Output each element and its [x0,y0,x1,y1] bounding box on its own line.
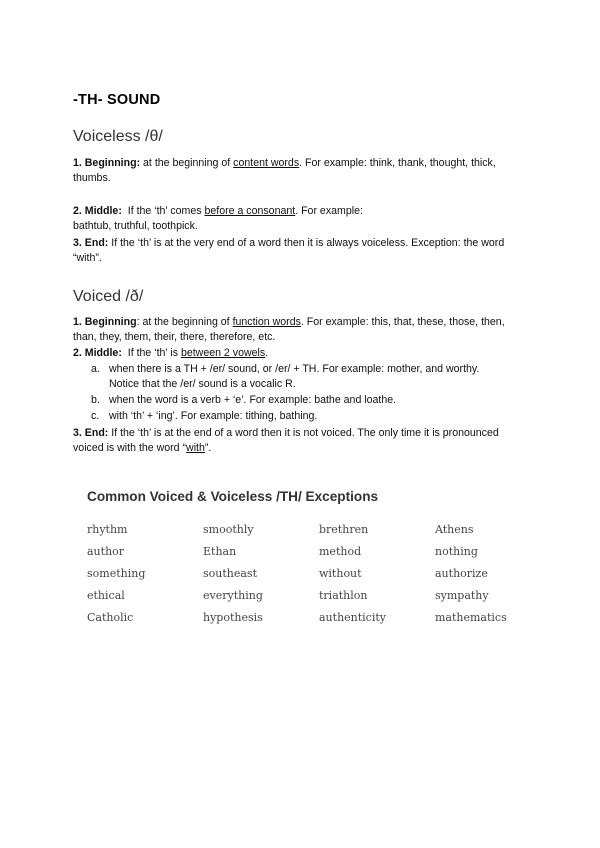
exception-word: Athens [435,523,474,536]
voiced-end-text-2: ”. [204,442,212,455]
exception-word: Catholic [87,611,134,624]
exception-word: sympathy [435,589,489,602]
voiced-beginning-label: 1. Beginning [73,316,137,328]
voiced-heading: Voiced /ð/ [73,288,144,305]
voiced-middle-label: 2. Middle: [73,347,122,359]
voiceless-middle-text-2: . For example: [295,205,363,217]
voiced-middle-text-2: . [265,347,269,359]
voiced-end-label: 3. End: [73,427,109,439]
sub-item-c-text: with ‘th’ + ‘ing’. For example: tithing, bathing. [109,410,318,422]
exception-word: Ethan [203,545,237,558]
voiceless-beginning-text: at the beginning of [140,157,234,169]
voiceless-end-label: 3. End: [73,237,109,249]
exceptions-heading: Common Voiced & Voiceless /TH/ Exceptions [87,489,379,504]
exception-word: hypothesis [203,611,263,624]
voiceless-middle-text: If the ‘th’ comes [121,205,205,217]
exception-word: ethical [87,589,125,602]
voiced-middle-paragraph [73,346,533,361]
voiced-beginning-text-2: . For example: this, that, these, those, then, than, they, them, their, there, therefore, etc. [73,316,505,344]
voiced-sub-item-b [91,393,501,408]
sub-item-a-marker: a. [91,363,100,375]
voiced-beginning-paragraph [73,315,523,346]
voiceless-beginning-paragraph [73,156,533,187]
voiced-middle-text: If the ‘th’ is [121,347,181,359]
sub-item-c-marker: c. [91,410,100,422]
content-words-link: content words [233,157,300,169]
voiced-end-text: If the ‘th’ is at the end of a word then it is not voiced. The only time it is pronounced voiced is with the word “ [73,427,499,455]
exception-word: authenticity [319,611,386,624]
exception-word: nothing [435,545,478,558]
exception-word: southeast [203,567,257,580]
voiceless-middle-label: 2. Middle: [73,205,122,217]
voiceless-middle-paragraph [73,204,533,235]
voiced-end-paragraph [73,426,523,457]
exception-word: authorize [435,567,488,580]
exception-word: mathematics [435,611,507,624]
voiced-beginning-text: : at the beginning of [136,316,233,328]
voiceless-end-paragraph [73,236,523,267]
voiceless-beginning-label: 1. Beginning: [73,157,141,169]
sub-item-b-text: when the word is a verb + ‘e’. For example: bathe and loathe. [109,394,397,406]
exception-word: author [87,545,125,558]
with-link: with [186,442,205,455]
voiced-sub-item-a [91,362,501,393]
sub-item-a-text: when there is a TH + /er/ sound, or /er/ + TH. For example: mother, and worthy. Notice that the /er/ sound is a vocalic R. [109,363,480,391]
voiceless-beginning-text-3: thumbs. [73,172,111,185]
page-title: -TH- SOUND [73,92,161,108]
exception-word: without [319,567,362,580]
exception-word: something [87,567,146,580]
before-a-consonant-link: before a consonant [204,205,296,217]
function-words-link: function words [232,316,301,328]
exception-word: triathlon [319,589,368,602]
exception-word: smoothly [203,523,254,536]
voiceless-beginning-text-2: . For example: think, thank, thought, thick, [299,157,496,169]
sub-item-b-marker: b. [91,394,100,406]
between-2-vowels-link: between 2 vowels [180,347,266,359]
voiced-sub-item-c [91,409,501,424]
exception-word: everything [203,589,263,602]
voiceless-end-text: If the ‘th’ is at the very end of a word then it is always voiceless. Exception: the word “with”. [73,237,505,265]
exception-word: brethren [319,523,369,536]
exception-word: method [319,545,362,558]
exception-word: rhythm [87,523,128,536]
voiceless-middle-examples: bathtub, truthful, toothpick. [73,220,198,233]
voiceless-heading: Voiceless /θ/ [73,128,163,145]
